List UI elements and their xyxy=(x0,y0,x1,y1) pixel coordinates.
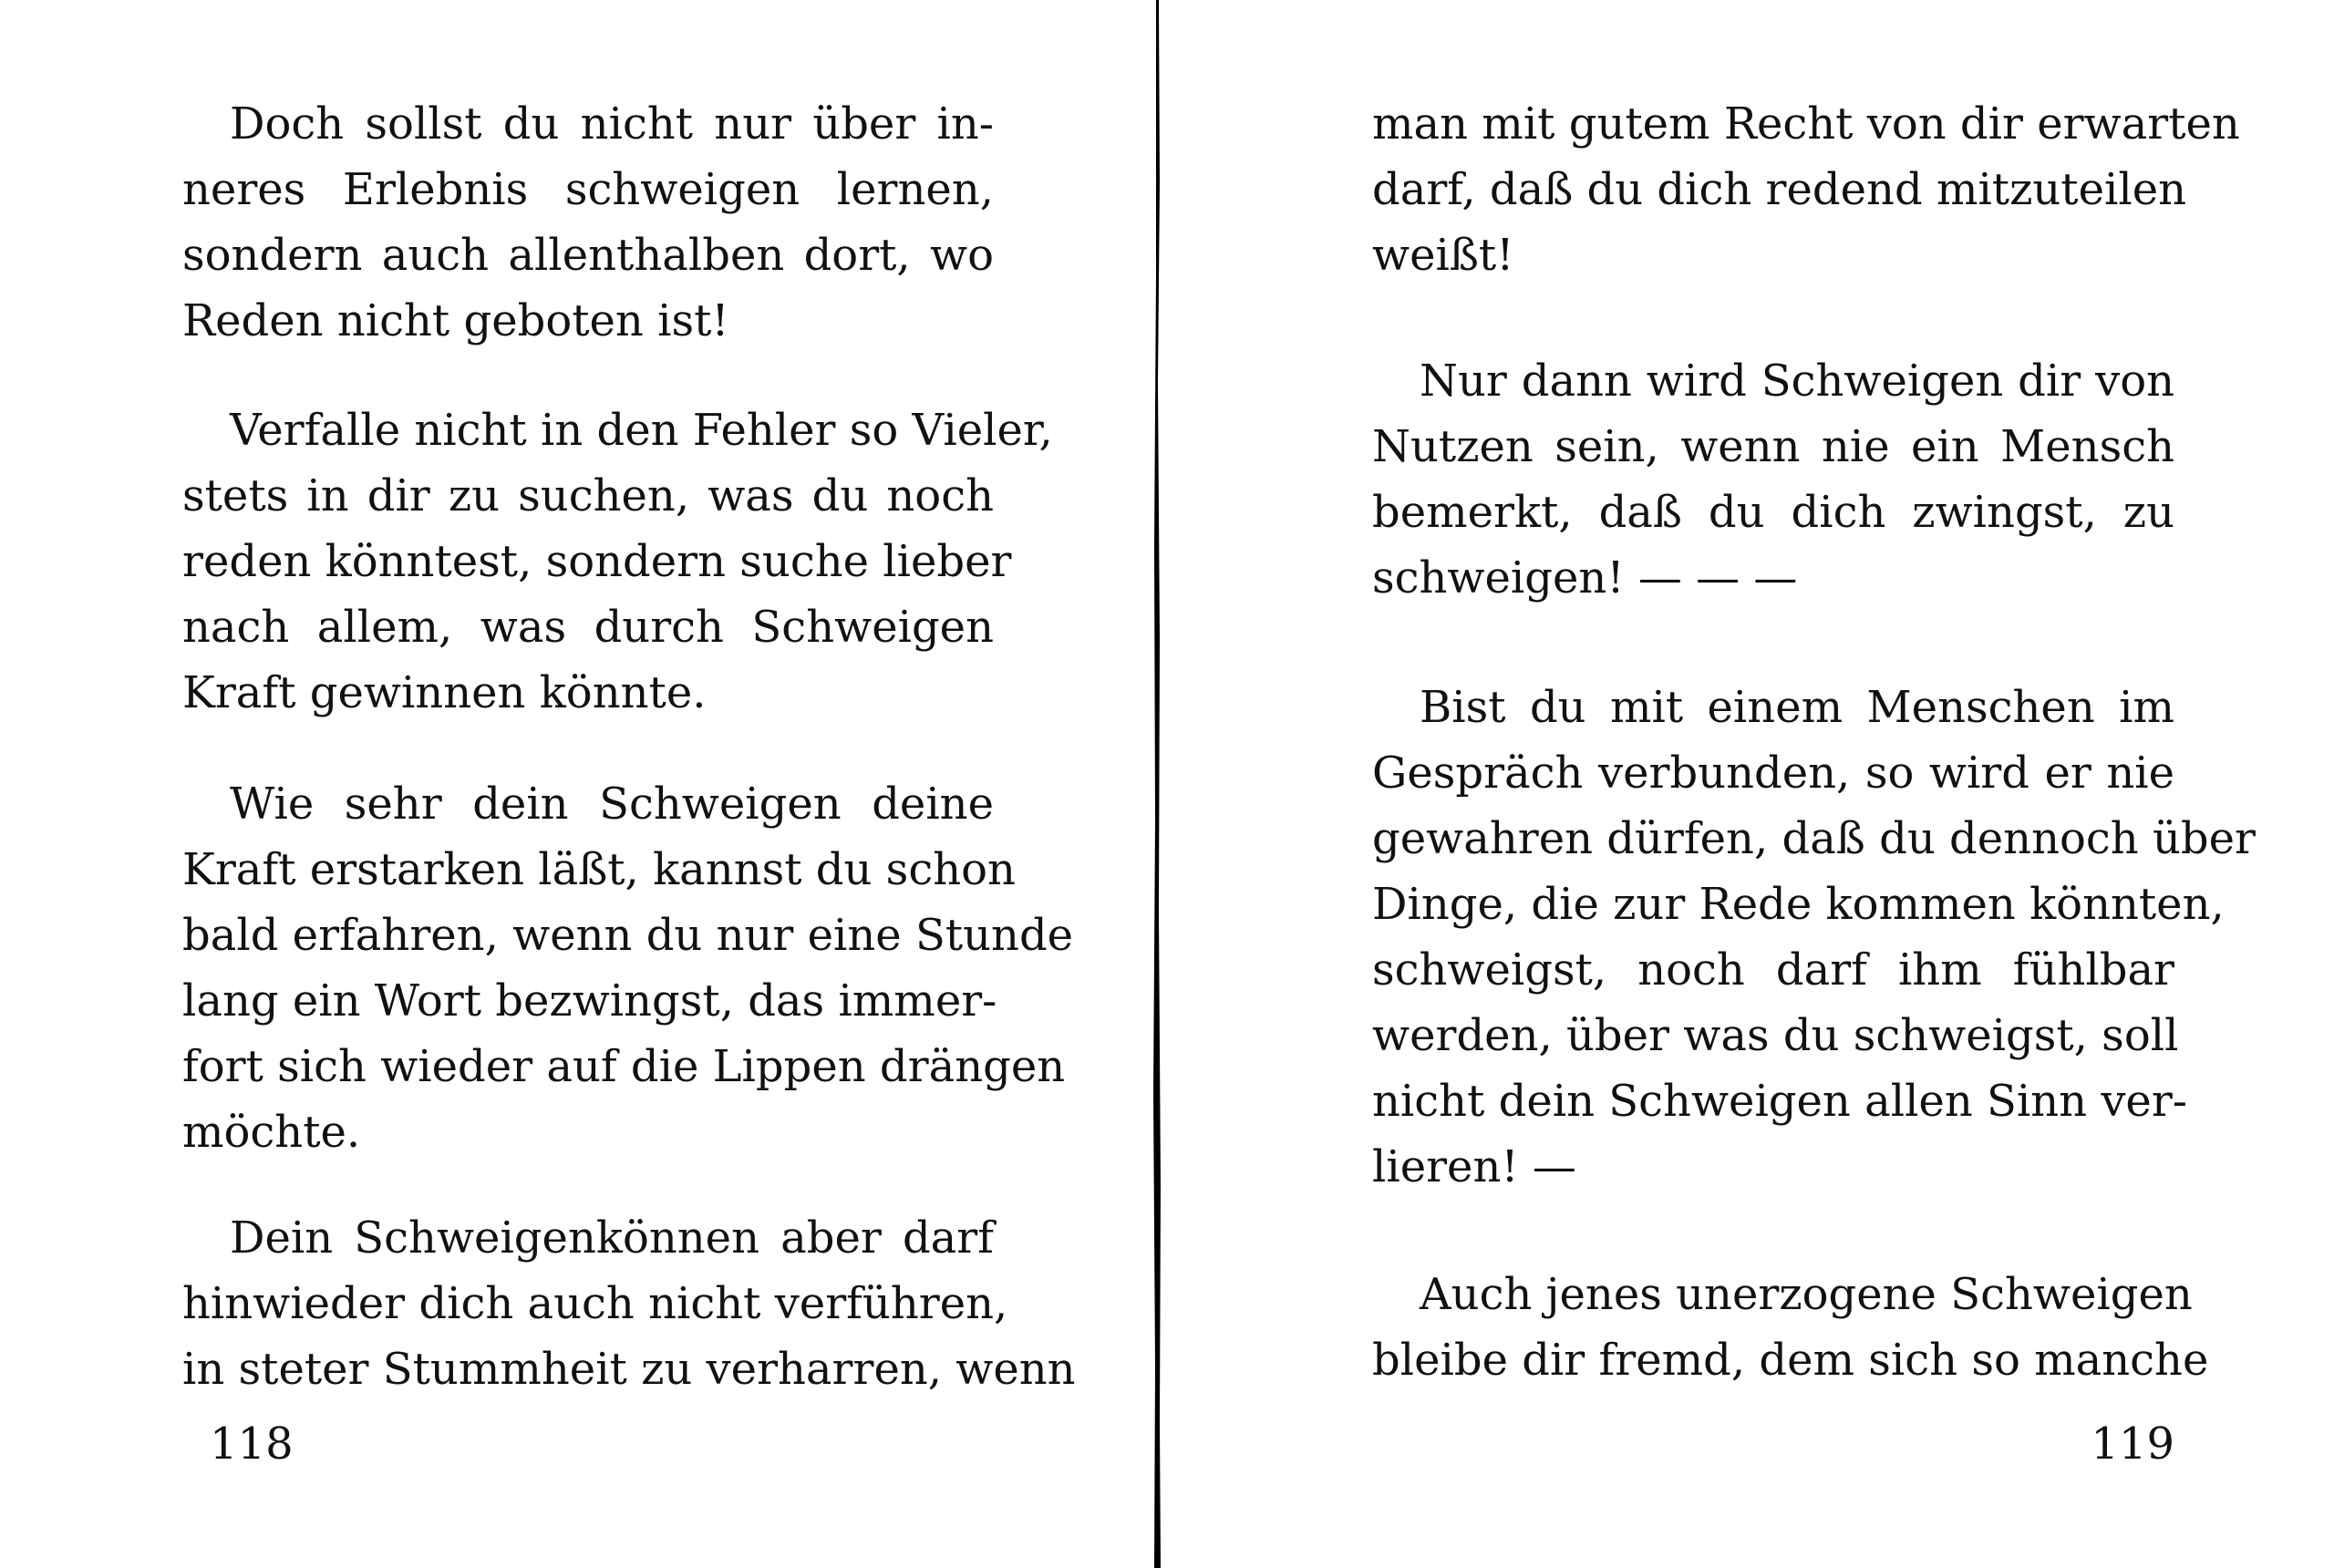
text-line: Dinge, die zur Rede kommen könnten, xyxy=(1372,879,2225,930)
text-line: Reden nicht geboten ist! xyxy=(182,295,729,346)
text-line: Dein Schweigenkönnen aber darf xyxy=(230,1212,994,1264)
text-line: Bist du mit einem Menschen im xyxy=(1420,682,2174,733)
page-number: 119 xyxy=(2091,1418,2174,1470)
text-line: Auch jenes unerzogene Schweigen xyxy=(1420,1269,2193,1320)
text-line: weißt! xyxy=(1372,230,1514,281)
text-line: stets in dir zu suchen, was du noch xyxy=(182,470,994,521)
text-line: neres Erlebnis schweigen lernen, xyxy=(182,164,994,215)
text-line: darf, daß du dich redend mitzuteilen xyxy=(1372,164,2187,215)
text-line: lang ein Wort bezwingst, das immer- xyxy=(182,975,997,1026)
paragraph xyxy=(182,771,1074,1165)
paragraph xyxy=(182,1205,1076,1402)
paragraph xyxy=(182,397,1053,726)
text-line: Wie sehr dein Schweigen deine xyxy=(230,779,994,830)
text-line: bald erfahren, wenn du nur eine Stunde xyxy=(182,910,1074,961)
text-line: werden, über was du schweigst, soll xyxy=(1372,1010,2179,1061)
text-line: Gespräch verbunden, so wird er nie xyxy=(1372,748,2174,799)
text-line: reden könntest, sondern suche lieber xyxy=(182,536,1012,587)
text-line: Nutzen sein, wenn nie ein Mensch xyxy=(1372,421,2174,472)
text-line: man mit gutem Recht von dir erwarten xyxy=(1372,98,2240,150)
text-line: bleibe dir fremd, dem sich so manche xyxy=(1372,1335,2209,1386)
paragraph xyxy=(1372,348,2174,611)
text-line: Doch sollst du nicht nur über in- xyxy=(230,98,994,150)
text-line: hinwieder dich auch nicht verführen, xyxy=(182,1278,1008,1329)
paragraph xyxy=(1372,91,2240,288)
book-gutter xyxy=(1151,0,1163,1568)
paragraph xyxy=(1372,675,2256,1200)
text-line: Nur dann wird Schweigen dir von xyxy=(1420,356,2174,407)
text-line: Verfalle nicht in den Fehler so Vieler, xyxy=(230,405,1053,456)
text-line: schweigst, noch darf ihm fühlbar xyxy=(1372,944,2174,995)
text-line: möchte. xyxy=(182,1107,361,1158)
paragraph xyxy=(1372,1262,2209,1393)
text-line: Kraft gewinnen könnte. xyxy=(182,667,707,718)
page-number: 118 xyxy=(210,1418,294,1470)
text-line: lieren! — xyxy=(1372,1141,1576,1192)
text-line: nicht dein Schweigen allen Sinn ver- xyxy=(1372,1076,2187,1127)
text-line: in steter Stummheit zu verharren, wenn xyxy=(182,1344,1076,1395)
text-line: sondern auch allenthalben dort, wo xyxy=(182,230,994,281)
text-line: gewahren dürfen, daß du dennoch über xyxy=(1372,813,2256,864)
left-page xyxy=(182,0,1076,1568)
paragraph xyxy=(182,91,994,354)
text-line: bemerkt, daß du dich zwingst, zu xyxy=(1372,487,2174,538)
text-line: Kraft erstarken läßt, kannst du schon xyxy=(182,844,1016,895)
text-line: nach allem, was durch Schweigen xyxy=(182,602,994,653)
text-line: schweigen! — — — xyxy=(1372,552,1798,603)
right-page xyxy=(1372,0,2256,1568)
text-line: fort sich wieder auf die Lippen drängen xyxy=(182,1041,1066,1092)
